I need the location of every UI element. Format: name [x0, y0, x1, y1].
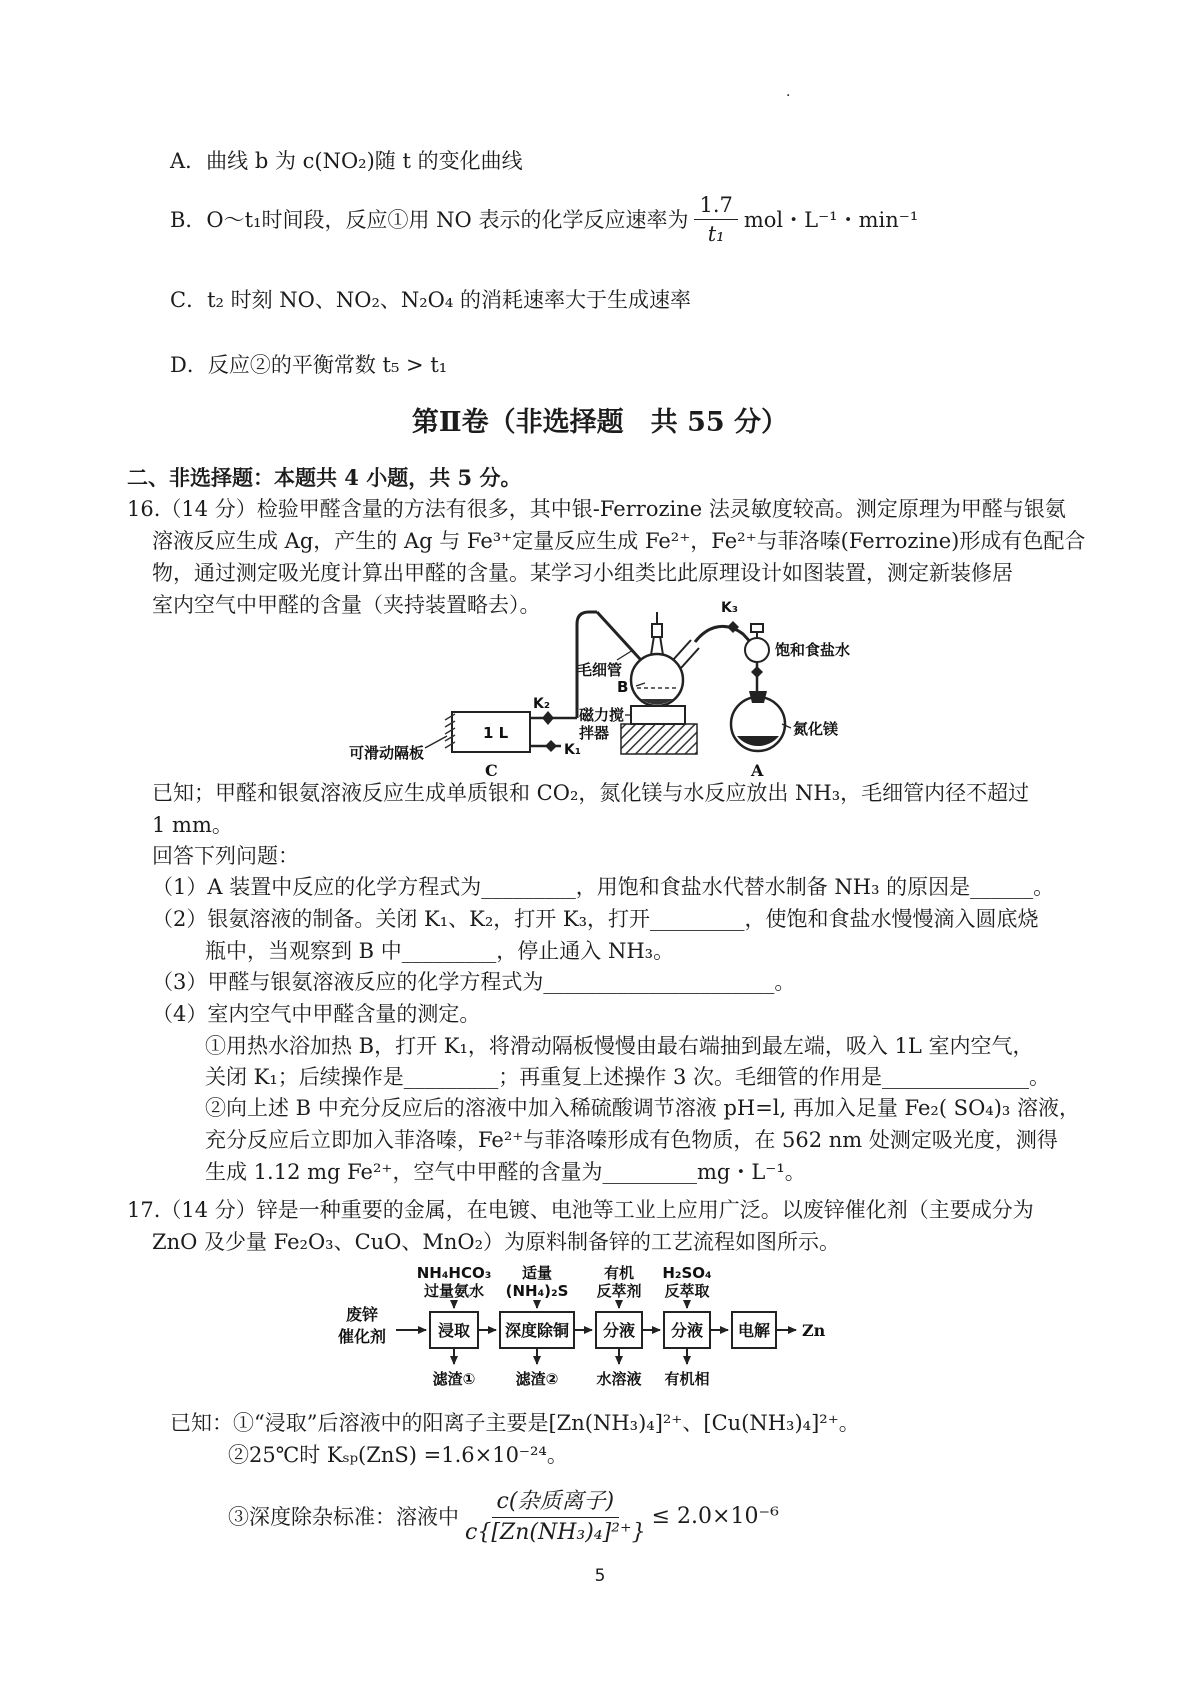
q17-known-3-prefix: ③深度除杂标准：溶液中: [228, 1504, 459, 1529]
q17-known-1: 已知：①“浸取”后溶液中的阳离子主要是[Zn(NH₃)₄]²⁺、[Cu(NH₃)₄]²⁺。: [170, 1411, 860, 1435]
stirrer-label-line2: 拌器: [579, 724, 610, 742]
option-c: C．t₂ 时刻 NO、NO₂、N₂O₄ 的消耗速率大于生成速率: [170, 288, 691, 312]
page-number: 5: [594, 1566, 606, 1586]
q17-known-2: ②25℃时 Kₛₚ(ZnS) =1.6×10⁻²⁴。: [228, 1443, 568, 1467]
q17-known-3-fraction: [465, 1488, 646, 1546]
partition-pointer-line: [425, 736, 447, 748]
flowchart-product-label: Zn: [802, 1321, 826, 1340]
k3-label: K₃: [721, 600, 738, 616]
process-flowchart: [330, 1252, 830, 1402]
q17-intro-line-2: ZnO 及少量 Fe₂O₃、CuO、MnO₂）为原料制备锌的工艺流程如图所示。: [152, 1230, 841, 1254]
flowchart-box-leach-label: 浸取: [437, 1321, 471, 1340]
q16-item-3: （3）甲醛与银氨溶液反应的化学方程式为______________________。: [152, 970, 796, 994]
apparatus-diagram: [345, 598, 855, 783]
valve-k1: [530, 740, 581, 758]
syringe-c-label: C: [485, 761, 498, 780]
flowchart-box-separate-2-label: 分液: [670, 1321, 704, 1340]
flowchart-box-electrolysis-label: 电解: [737, 1321, 771, 1340]
flowchart-box-separate-1-label: 分液: [602, 1321, 636, 1340]
flowchart-source-line1: 废锌: [346, 1305, 379, 1324]
q16-intro-line-3: 物，通过测定吸光度计算出甲醛的含量。某学习小组类比此原理设计如图装置，测定新装修居: [152, 561, 1013, 585]
q16-item-4-sub1-line-1: ①用热水浴加热 B，打开 K₁，将滑动隔板慢慢由最右端抽到最左端，吸入 1L 室内空气，: [205, 1034, 1034, 1058]
k1-label: K₁: [564, 742, 581, 758]
center-neck-stopper: [652, 624, 662, 637]
q17-known-3-suffix: ≤ 2.0×10⁻⁶: [651, 1504, 779, 1530]
input-2-line1: 适量: [521, 1264, 553, 1282]
output-4-label: 有机相: [664, 1370, 710, 1388]
fraction-denominator: c{[Zn(NH₃)₄]²⁺}: [465, 1519, 646, 1545]
q16-intro-line-2: 溶液反应生成 Ag，产生的 Ag 与 Fe³⁺定量反应生成 Fe²⁺，Fe²⁺与菲洛嗪(Ferrozine)形成有色配合: [152, 529, 1086, 553]
k2-label: K₂: [533, 696, 550, 712]
output-2-label: 滤渣②: [515, 1370, 559, 1388]
mg3n2-label: 氮化镁: [793, 720, 839, 738]
input-1-line2: 过量氨水: [423, 1282, 485, 1300]
q16-item-4-sub2-line-1: ②向上述 B 中充分反应后的溶液中加入稀硫酸调节溶液 pH=l, 再加入足量 Fe₂( SO₄)₃ 溶液，: [205, 1096, 1080, 1120]
q16-item-4-sub1-line-2: 关闭 K₁；后续操作是_________；再重复上述操作 3 次。毛细管的作用是______________。: [205, 1065, 1050, 1089]
q16-item-2-line-2: 瓶中，当观察到 B 中_________，停止通入 NH₃。: [205, 939, 675, 963]
brine-label: 饱和食盐水: [775, 641, 851, 659]
flask-a-stopper: [749, 691, 767, 703]
option-b-fraction: [694, 192, 737, 248]
q16-intro-line-4: 室内空气中甲醛的含量（夹持装置略去）。: [152, 593, 541, 617]
option-b-prefix: B．O～t₁时间段，反应①用 NO 表示的化学反应速率为: [170, 207, 689, 232]
flowchart-box-copper-removal-label: 深度除铜: [504, 1321, 570, 1340]
option-a: A．曲线 b 为 c(NO₂)随 t 的变化曲线: [170, 149, 523, 173]
capillary-label: 毛细管: [577, 661, 623, 679]
flask-a: [731, 691, 838, 780]
option-b: [170, 192, 918, 248]
input-4-line1: H₂SO₄: [662, 1264, 712, 1282]
scan-artifact-dot: ·: [786, 88, 791, 104]
input-3-line2: 反萃剂: [596, 1282, 642, 1300]
dropping-funnel: [745, 624, 850, 698]
input-3-line1: 有机: [603, 1264, 635, 1282]
section-title: 第Ⅱ卷（非选择题 共 55 分）: [411, 407, 789, 438]
q16-item-2-line-1: （2）银氨溶液的制备。关闭 K₁、K₂，打开 K₃，打开_________，使饱和食盐水慢慢滴入圆底烧: [152, 907, 1039, 931]
stirrer-label-line1: 磁力搅: [579, 706, 625, 724]
stopcock: [751, 666, 763, 678]
q16-item-1: （1）A 装置中反应的化学方程式为_________，用饱和食盐水代替水制备 NH₃ 的原因是______。: [152, 875, 1055, 899]
output-3-label: 水溶液: [596, 1370, 642, 1388]
input-2-line2: (NH₄)₂S: [505, 1282, 569, 1300]
transfer-tube: [695, 626, 754, 646]
valve-k2: [530, 696, 577, 725]
fraction-numerator: 1.7: [694, 192, 737, 220]
q17-intro-line-1: 17.（14 分）锌是一种重要的金属，在电镀、电池等工业上应用广泛。以废锌催化剂（主要成分为: [127, 1198, 1034, 1222]
fraction-denominator: t₁: [707, 222, 725, 247]
q16-known-line-1: 已知；甲醛和银氨溶液反应生成单质银和 CO₂，氮化镁与水反应放出 NH₃，毛细管内径不超过: [152, 781, 1030, 805]
q16-intro-line-1: 16.（14 分）检验甲醛含量的方法有很多，其中银-Ferrozine 法灵敏度较高。测定原理为甲醛与银氨: [127, 497, 1066, 521]
flask-b-label: B: [617, 678, 629, 696]
flask-a-label: A: [751, 761, 764, 780]
flask-b: [617, 612, 699, 706]
q16-item-4-sub2-line-2: 充分反应后立即加入菲洛嗪，Fe²⁺与菲洛嗪形成有色物质，在 562 nm 处测定吸光度，测得: [205, 1128, 1058, 1152]
input-4-line2: 反萃取: [664, 1282, 710, 1300]
input-1-line1: NH₄HCO₃: [416, 1264, 492, 1282]
capillary-pointer-line: [617, 650, 633, 660]
fraction-numerator: c(杂质离子): [492, 1488, 620, 1518]
q17-known-3: [228, 1488, 779, 1546]
q16-item-4-sub2-line-3: 生成 1.12 mg Fe²⁺，空气中甲醛的含量为_________mg・L⁻¹。: [205, 1160, 806, 1184]
magnetic-stirrer: [579, 706, 697, 754]
syringe-volume-label: 1 L: [483, 724, 509, 742]
gas-syringe: [425, 712, 530, 780]
output-1-label: 滤渣①: [432, 1370, 476, 1388]
q16-known-line-2: 1 mm。: [152, 813, 233, 837]
flowchart-source-line2: 催化剂: [338, 1327, 387, 1346]
q16-answer-prompt: 回答下列问题：: [152, 844, 299, 868]
option-d: D．反应②的平衡常数 t₅ > t₁: [170, 353, 448, 377]
partition-label: 可滑动隔板: [349, 744, 425, 762]
section-heading: 二、非选择题：本题共 4 小题，共 5 分。: [127, 465, 522, 490]
q16-item-4: （4）室内空气中甲醛含量的测定。: [152, 1002, 481, 1026]
option-b-suffix: mol・L⁻¹・min⁻¹: [743, 207, 919, 232]
